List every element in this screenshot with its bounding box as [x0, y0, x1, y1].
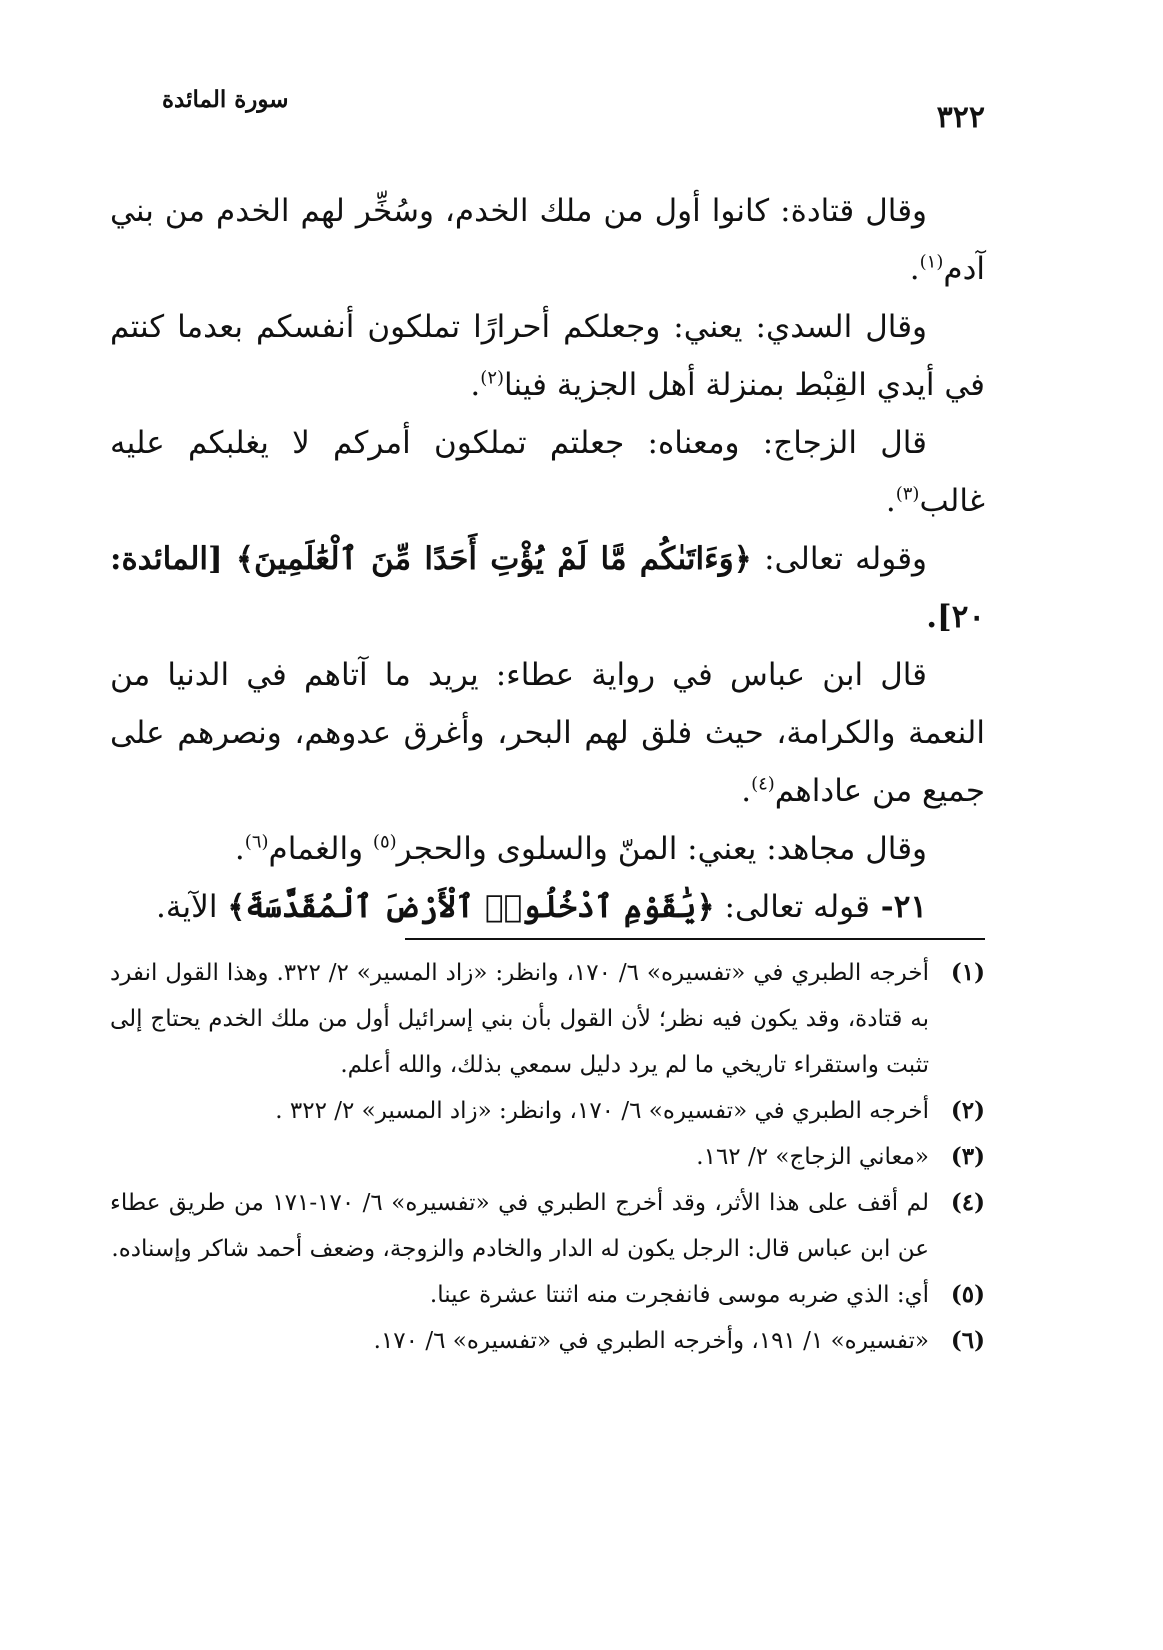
- footnote-text: أخرجه الطبري في «تفسيره» ٦/ ١٧٠، وانظر: «زاد المسير» ٢/ ٣٢٢ .: [275, 1098, 929, 1124]
- footnote-ref[interactable]: (٢): [480, 367, 505, 389]
- quran-verse: ﴿يَٰقَوْمِ ٱدْخُلُوا۟ ٱلْأَرْضَ ٱلْمُقَدَّسَةَ﴾: [227, 889, 715, 925]
- footnote-6: [110, 1318, 985, 1364]
- footnote-ref[interactable]: (٤): [751, 773, 775, 795]
- paragraph-ibn-abbas: قال ابن عباس في رواية عطاء: يريد ما آتاهم في الدنيا من النعمة والكرامة، حيث فلق لهم البحر، وأغرق عدوهم، ونصرهم على جميع من عاداهم$^{(٤)}$.: [110, 657, 985, 809]
- book-page: [110, 78, 985, 1618]
- footnote-number: (٦): [950, 1327, 985, 1354]
- paragraph-verse-20: وقوله تعالى: ﴿وَءَاتَىٰكُم مَّا لَمْ يُؤْتِ أَحَدًا مِّنَ ٱلْعَٰلَمِينَ﴾ [المائدة: ٢٠].: [110, 541, 985, 635]
- footnote-number: (٢): [950, 1097, 985, 1124]
- page-number: ٣٢٢: [936, 100, 985, 135]
- paragraph-zajjaj: قال الزجاج: ومعناه: جعلتم تملكون أمركم لا يغلبكم عليه غالب$^{(٣)}$.: [110, 425, 985, 519]
- footnote-ref[interactable]: (٥): [372, 831, 397, 853]
- footnote-ref[interactable]: (٣): [895, 483, 920, 505]
- footnote-separator: [405, 938, 985, 940]
- footnote-number: (٤): [950, 1189, 985, 1216]
- footnote-1: [110, 950, 985, 1088]
- footnote-text: لم أقف على هذا الأثر، وقد أخرج الطبري في «تفسيره» ٦/ ١٧٠-١٧١ من طريق عطاء عن ابن عباس قال: الرجل يكون له الدار والخادم والزوجة، وضعف أحمد شاكر وإسناده.: [110, 1190, 929, 1262]
- footnote-text: «معاني الزجاج» ٢/ ١٦٢.: [696, 1144, 929, 1170]
- footnote-4: [110, 1180, 985, 1272]
- footnote-2: [110, 1088, 985, 1134]
- footnote-number: (٣): [950, 1143, 985, 1170]
- verse-citation: [المائدة: ٢٠].: [110, 541, 985, 635]
- paragraph-mujahid: وقال مجاهد: يعني: المنّ والسلوى والحجر$^{(٥)}$ والغمام$^{(٦)}$.: [234, 831, 927, 867]
- footnote-number: (٥): [950, 1281, 985, 1308]
- paragraph-verse-21: ٢١- قوله تعالى: ﴿يَٰقَوْمِ ٱدْخُلُوا۟ ٱلْأَرْضَ ٱلْمُقَدَّسَةَ﴾ الآية.: [156, 889, 927, 925]
- paragraph-suddi: وقال السدي: يعني: وجعلكم أحرارًا تملكون أنفسكم بعدما كنتم في أيدي القِبْط بمنزلة أهل الجزية فينا$^{(٢)}$.: [110, 309, 985, 403]
- footnotes: [110, 950, 985, 1364]
- footnote-text: أخرجه الطبري في «تفسيره» ٦/ ١٧٠، وانظر: «زاد المسير» ٢/ ٣٢٢. وهذا القول انفرد به قتادة، وقد يكون فيه نظر؛ لأن القول بأن بني إسرائيل أول من ملك الخدم يحتاج إلى تثبت واستقراء تاريخي ما لم يرد دليل سمعي بذلك، والله أعلم.: [110, 960, 929, 1078]
- page-header: [110, 78, 985, 134]
- main-text: [110, 182, 985, 936]
- footnote-ref[interactable]: (٦): [244, 831, 269, 853]
- quran-verse: ﴿وَءَاتَىٰكُم مَّا لَمْ يُؤْتِ أَحَدًا مِّنَ ٱلْعَٰلَمِينَ﴾: [235, 541, 752, 577]
- footnote-ref[interactable]: (١): [919, 251, 944, 273]
- footnote-text: «تفسيره» ١/ ١٩١، وأخرجه الطبري في «تفسيره» ٦/ ١٧٠.: [373, 1328, 929, 1354]
- running-title: سورة المائدة: [162, 86, 289, 113]
- verse-number: ٢١-: [870, 889, 927, 925]
- footnote-number: (١): [950, 959, 985, 986]
- footnote-text: أي: الذي ضربه موسى فانفجرت منه اثنتا عشرة عينا.: [429, 1282, 929, 1308]
- footnote-3: [110, 1134, 985, 1180]
- paragraph-qatada: وقال قتادة: كانوا أول من ملك الخدم، وسُخِّر لهم الخدم من بني آدم$^{(١)}$.: [110, 193, 985, 287]
- footnote-5: [110, 1272, 985, 1318]
